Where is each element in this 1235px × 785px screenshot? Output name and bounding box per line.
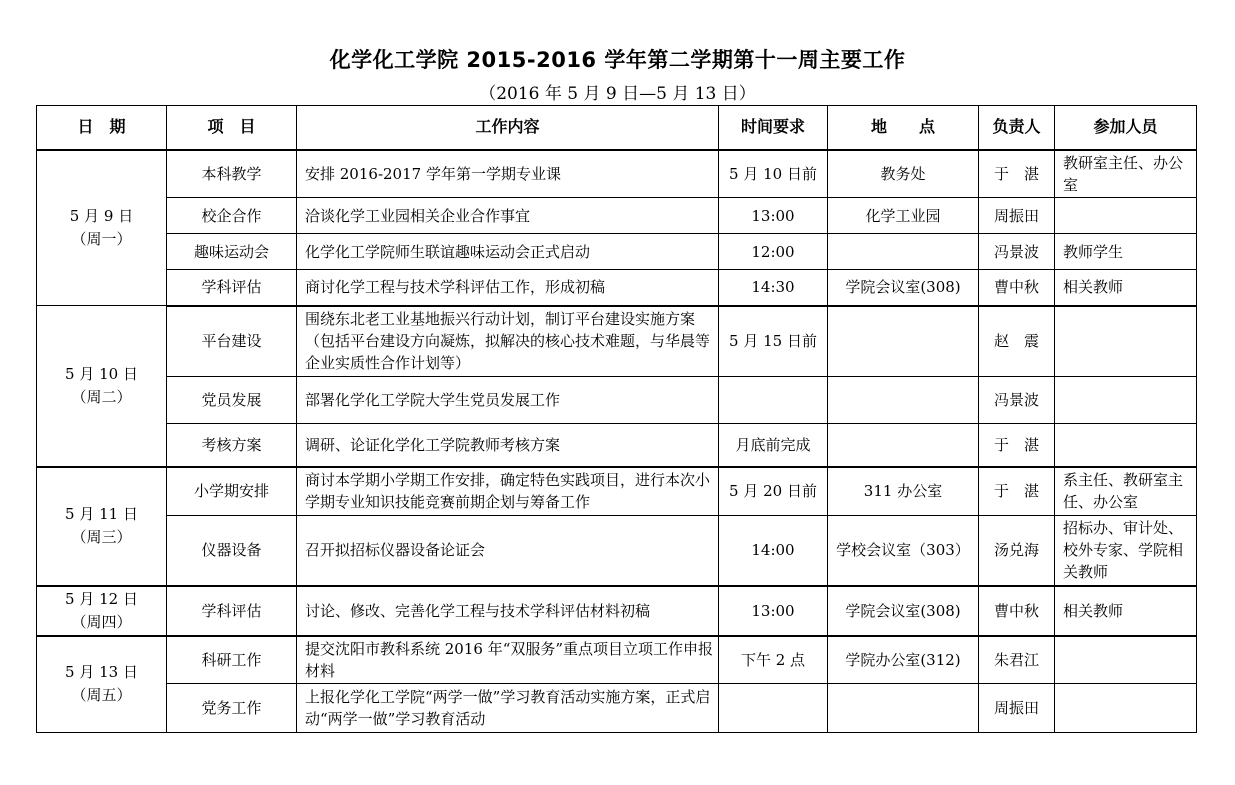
participants-cell: 教研室主任、办公室 [1055,150,1197,198]
header-item: 项 目 [167,106,297,150]
table-row [37,684,1197,733]
content-cell: 讨论、修改、完善化学工程与技术学科评估材料初稿 [297,586,719,636]
participants-cell [1055,306,1197,377]
table-row [37,467,1197,516]
owner-cell: 曹中秋 [979,586,1055,636]
weekday-text: （周五） [71,686,132,705]
header-location: 地 点 [828,106,979,150]
time-cell: 5 月 20 日前 [719,467,828,516]
participants-cell: 教师学生 [1055,234,1197,270]
content-cell: 洽谈化学工业园相关企业合作事宜 [297,198,719,234]
participants-cell [1055,424,1197,467]
owner-cell: 赵 震 [979,306,1055,377]
item-cell: 平台建设 [167,306,297,377]
item-cell: 学科评估 [167,586,297,636]
location-cell: 学校会议室（303） [828,516,979,586]
header-participants: 参加人员 [1055,106,1197,150]
item-cell: 党员发展 [167,377,297,424]
item-cell: 考核方案 [167,424,297,467]
item-cell: 科研工作 [167,636,297,684]
participants-cell: 系主任、教研室主任、办公室 [1055,467,1197,516]
time-cell: 12:00 [719,234,828,270]
owner-cell: 于 湛 [979,150,1055,198]
owner-cell: 周振田 [979,198,1055,234]
weekly-schedule-table [36,105,1197,733]
table-row [37,306,1197,377]
time-cell: 月底前完成 [719,424,828,467]
time-cell [719,684,828,733]
table-row [37,516,1197,586]
table-row [37,586,1197,636]
content-cell: 围绕东北老工业基地振兴行动计划，制订平台建设实施方案（包括平台建设方向凝炼，拟解决的核心技术难题，与华晨等企业实质性合作计划等） [297,306,719,377]
location-cell [828,306,979,377]
table-row [37,424,1197,467]
time-cell: 5 月 10 日前 [719,150,828,198]
participants-cell [1055,684,1197,733]
date-text: 5 月 13 日 [65,663,138,682]
owner-cell: 于 湛 [979,424,1055,467]
item-cell: 本科教学 [167,150,297,198]
owner-cell: 于 湛 [979,467,1055,516]
location-cell: 学院会议室(308) [828,586,979,636]
location-cell: 学院会议室(308) [828,270,979,306]
header-time: 时间要求 [719,106,828,150]
time-cell [719,377,828,424]
table-row [37,377,1197,424]
time-cell: 14:30 [719,270,828,306]
header-date: 日 期 [37,106,167,150]
date-text: 5 月 10 日 [65,364,138,383]
time-cell: 下午 2 点 [719,636,828,684]
content-cell: 部署化学化工学院大学生党员发展工作 [297,377,719,424]
date-cell [37,150,167,306]
item-cell: 小学期安排 [167,467,297,516]
date-cell [37,586,167,636]
owner-cell: 朱君江 [979,636,1055,684]
weekday-text: （周四） [71,612,132,631]
item-cell: 校企合作 [167,198,297,234]
participants-cell: 相关教师 [1055,586,1197,636]
participants-cell [1055,636,1197,684]
owner-cell: 冯景波 [979,234,1055,270]
content-cell: 商讨化学工程与技术学科评估工作，形成初稿 [297,270,719,306]
header-content: 工作内容 [297,106,719,150]
weekday-text: （周三） [71,528,132,546]
owner-cell: 周振田 [979,684,1055,733]
location-cell: 化学工业园 [828,198,979,234]
table-row [37,234,1197,270]
date-text: 5 月 12 日 [65,589,138,608]
time-cell: 5 月 15 日前 [719,306,828,377]
date-text: 5 月 11 日 [65,505,138,523]
participants-cell [1055,377,1197,424]
time-cell: 14:00 [719,516,828,586]
content-cell: 召开拟招标仪器设备论证会 [297,516,719,586]
location-cell: 学院办公室(312) [828,636,979,684]
item-cell: 趣味运动会 [167,234,297,270]
item-cell: 仪器设备 [167,516,297,586]
owner-cell: 冯景波 [979,377,1055,424]
table-row [37,198,1197,234]
content-cell: 提交沈阳市教科系统 2016 年“双服务”重点项目立项工作申报材料 [297,636,719,684]
location-cell [828,684,979,733]
participants-cell: 相关教师 [1055,270,1197,306]
table-header-row [37,106,1197,150]
table-row [37,636,1197,684]
document-subtitle: （2016 年 5 月 9 日—5 月 13 日） [479,84,756,104]
date-cell [37,467,167,586]
date-text: 5 月 9 日 [69,206,134,225]
location-cell: 311 办公室 [828,467,979,516]
time-cell: 13:00 [719,198,828,234]
content-cell: 上报化学化工学院“两学一做”学习教育活动实施方案，正式启动“两学一做”学习教育活动 [297,684,719,733]
time-cell: 13:00 [719,586,828,636]
item-cell: 党务工作 [167,684,297,733]
content-cell: 商讨本学期小学期工作安排，确定特色实践项目，进行本次小学期专业知识技能竞赛前期企划与筹备工作 [297,467,719,516]
table-row [37,270,1197,306]
location-cell [828,234,979,270]
location-cell [828,377,979,424]
header-owner: 负责人 [979,106,1055,150]
owner-cell: 曹中秋 [979,270,1055,306]
weekday-text: （周二） [71,387,132,406]
item-cell: 学科评估 [167,270,297,306]
weekday-text: （周一） [71,229,132,248]
date-cell [37,636,167,733]
content-cell: 安排 2016-2017 学年第一学期专业课 [297,150,719,198]
location-cell [828,424,979,467]
date-cell [37,306,167,467]
participants-cell: 招标办、审计处、校外专家、学院相关教师 [1055,516,1197,586]
location-cell: 教务处 [828,150,979,198]
table-row [37,150,1197,198]
owner-cell: 汤兑海 [979,516,1055,586]
content-cell: 调研、论证化学化工学院教师考核方案 [297,424,719,467]
participants-cell [1055,198,1197,234]
content-cell: 化学化工学院师生联谊趣味运动会正式启动 [297,234,719,270]
document-title: 化学化工学院 2015-2016 学年第二学期第十一周主要工作 [329,48,906,72]
